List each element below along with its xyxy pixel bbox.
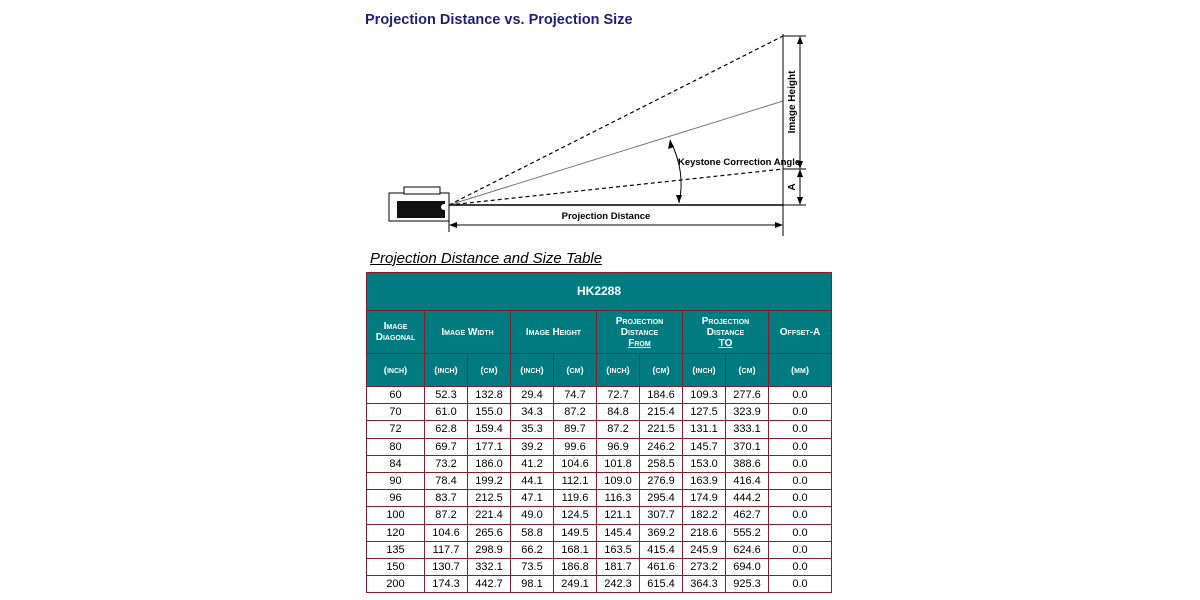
table-cell: 159.4 <box>468 421 511 438</box>
lower-ray-line <box>449 169 783 205</box>
table-row <box>367 387 832 404</box>
table-cell: 186.0 <box>468 455 511 472</box>
table-cell: 100 <box>367 507 425 524</box>
table-cell: 276.9 <box>640 472 683 489</box>
table-row <box>367 576 832 593</box>
keystone-angle-arc <box>670 140 681 203</box>
table-cell: 245.9 <box>683 541 726 558</box>
offset-label: A <box>787 183 798 191</box>
header-height: Image Height <box>511 311 597 354</box>
table-cell: 369.2 <box>640 524 683 541</box>
table-cell: 131.1 <box>683 421 726 438</box>
table-cell: 332.1 <box>468 558 511 575</box>
table-cell: 0.0 <box>769 421 832 438</box>
projection-diagram <box>0 0 1200 245</box>
table-cell: 47.1 <box>511 490 554 507</box>
table-cell: 112.1 <box>554 472 597 489</box>
table-cell: 221.5 <box>640 421 683 438</box>
table-cell: 119.6 <box>554 490 597 507</box>
table-cell: 84 <box>367 455 425 472</box>
table-row <box>367 472 832 489</box>
table-row <box>367 404 832 421</box>
table-row <box>367 541 832 558</box>
table-cell: 0.0 <box>769 387 832 404</box>
table-cell: 83.7 <box>425 490 468 507</box>
table-cell: 96.9 <box>597 438 640 455</box>
header-distance-to: Projection Distance TO <box>683 311 769 354</box>
table-cell: 249.1 <box>554 576 597 593</box>
table-cell: 121.1 <box>597 507 640 524</box>
table-cell: 96 <box>367 490 425 507</box>
table-cell: 186.8 <box>554 558 597 575</box>
table-cell: 72 <box>367 421 425 438</box>
table-cell: 370.1 <box>726 438 769 455</box>
table-cell: 109.0 <box>597 472 640 489</box>
table-cell: 29.4 <box>511 387 554 404</box>
header-diagonal: Image Diagonal <box>367 311 425 354</box>
table-cell: 87.2 <box>425 507 468 524</box>
table-cell: 153.0 <box>683 455 726 472</box>
table-cell: 163.5 <box>597 541 640 558</box>
table-cell: 218.6 <box>683 524 726 541</box>
table-cell: 462.7 <box>726 507 769 524</box>
upper-ray-line <box>449 36 783 205</box>
projector-icon <box>389 187 449 221</box>
unit-cell: (inch) <box>597 354 640 387</box>
table-cell: 0.0 <box>769 558 832 575</box>
table-cell: 416.4 <box>726 472 769 489</box>
table-cell: 52.3 <box>425 387 468 404</box>
table-cell: 246.2 <box>640 438 683 455</box>
table-cell: 177.1 <box>468 438 511 455</box>
table-cell: 199.2 <box>468 472 511 489</box>
table-cell: 307.7 <box>640 507 683 524</box>
table-cell: 615.4 <box>640 576 683 593</box>
table-cell: 155.0 <box>468 404 511 421</box>
unit-cell: (inch) <box>425 354 468 387</box>
table-cell: 90 <box>367 472 425 489</box>
table-cell: 0.0 <box>769 576 832 593</box>
header-offset: Offset-A <box>769 311 832 354</box>
table-cell: 0.0 <box>769 455 832 472</box>
table-cell: 212.5 <box>468 490 511 507</box>
table-cell: 135 <box>367 541 425 558</box>
table-cell: 58.8 <box>511 524 554 541</box>
image-height-label: Image Height <box>787 70 798 134</box>
table-cell: 333.1 <box>726 421 769 438</box>
table-cell: 273.2 <box>683 558 726 575</box>
table-cell: 149.5 <box>554 524 597 541</box>
table-cell: 104.6 <box>425 524 468 541</box>
table-cell: 130.7 <box>425 558 468 575</box>
unit-cell: (cm) <box>468 354 511 387</box>
table-row <box>367 490 832 507</box>
table-cell: 168.1 <box>554 541 597 558</box>
table-cell: 0.0 <box>769 472 832 489</box>
table-cell: 127.5 <box>683 404 726 421</box>
table-title: Projection Distance and Size Table <box>370 250 603 267</box>
table-cell: 117.7 <box>425 541 468 558</box>
keystone-label: Keystone Correction Angle <box>678 157 801 168</box>
projection-table <box>366 272 832 593</box>
table-cell: 84.8 <box>597 404 640 421</box>
table-cell: 70 <box>367 404 425 421</box>
table-cell: 925.3 <box>726 576 769 593</box>
table-cell: 444.2 <box>726 490 769 507</box>
table-cell: 694.0 <box>726 558 769 575</box>
table-cell: 0.0 <box>769 524 832 541</box>
table-cell: 0.0 <box>769 404 832 421</box>
table-cell: 624.6 <box>726 541 769 558</box>
table-cell: 87.2 <box>554 404 597 421</box>
table-cell: 0.0 <box>769 541 832 558</box>
table-cell: 120 <box>367 524 425 541</box>
table-cell: 104.6 <box>554 455 597 472</box>
unit-cell: (mm) <box>769 354 832 387</box>
table-cell: 34.3 <box>511 404 554 421</box>
table-cell: 0.0 <box>769 438 832 455</box>
header-distance-from: Projection Distance From <box>597 311 683 354</box>
table-row <box>367 507 832 524</box>
table-cell: 442.7 <box>468 576 511 593</box>
table-cell: 39.2 <box>511 438 554 455</box>
table-cell: 74.7 <box>554 387 597 404</box>
table-cell: 124.5 <box>554 507 597 524</box>
table-cell: 87.2 <box>597 421 640 438</box>
table-cell: 323.9 <box>726 404 769 421</box>
table-cell: 72.7 <box>597 387 640 404</box>
table-cell: 99.6 <box>554 438 597 455</box>
table-cell: 174.9 <box>683 490 726 507</box>
table-cell: 265.6 <box>468 524 511 541</box>
table-cell: 73.5 <box>511 558 554 575</box>
table-cell: 461.6 <box>640 558 683 575</box>
table-cell: 78.4 <box>425 472 468 489</box>
table-cell: 101.8 <box>597 455 640 472</box>
table-cell: 277.6 <box>726 387 769 404</box>
table-cell: 145.7 <box>683 438 726 455</box>
table-cell: 0.0 <box>769 507 832 524</box>
table-cell: 35.3 <box>511 421 554 438</box>
table-cell: 295.4 <box>640 490 683 507</box>
table-cell: 364.3 <box>683 576 726 593</box>
table-row <box>367 558 832 575</box>
unit-cell: (inch) <box>683 354 726 387</box>
table-cell: 150 <box>367 558 425 575</box>
table-cell: 298.9 <box>468 541 511 558</box>
table-cell: 49.0 <box>511 507 554 524</box>
table-cell: 109.3 <box>683 387 726 404</box>
distance-label: Projection Distance <box>561 211 651 222</box>
unit-cell: (cm) <box>640 354 683 387</box>
model-name: HK2288 <box>367 273 832 311</box>
header-width: Image Width <box>425 311 511 354</box>
table-cell: 60 <box>367 387 425 404</box>
table-cell: 44.1 <box>511 472 554 489</box>
table-cell: 98.1 <box>511 576 554 593</box>
table-row <box>367 421 832 438</box>
table-cell: 182.2 <box>683 507 726 524</box>
table-row <box>367 455 832 472</box>
table-cell: 184.6 <box>640 387 683 404</box>
unit-cell: (inch) <box>511 354 554 387</box>
table-cell: 89.7 <box>554 421 597 438</box>
page-title: Projection Distance vs. Projection Size <box>365 12 633 28</box>
table-cell: 242.3 <box>597 576 640 593</box>
table-cell: 73.2 <box>425 455 468 472</box>
table-cell: 62.8 <box>425 421 468 438</box>
table-cell: 200 <box>367 576 425 593</box>
table-cell: 80 <box>367 438 425 455</box>
table-cell: 69.7 <box>425 438 468 455</box>
unit-cell: (cm) <box>726 354 769 387</box>
table-row <box>367 524 832 541</box>
unit-cell: (inch) <box>367 354 425 387</box>
table-cell: 0.0 <box>769 490 832 507</box>
table-cell: 215.4 <box>640 404 683 421</box>
table-cell: 415.4 <box>640 541 683 558</box>
table-cell: 221.4 <box>468 507 511 524</box>
table-cell: 66.2 <box>511 541 554 558</box>
table-cell: 388.6 <box>726 455 769 472</box>
table-cell: 41.2 <box>511 455 554 472</box>
table-cell: 555.2 <box>726 524 769 541</box>
unit-cell: (cm) <box>554 354 597 387</box>
table-cell: 116.3 <box>597 490 640 507</box>
table-row <box>367 438 832 455</box>
table-cell: 258.5 <box>640 455 683 472</box>
table-cell: 181.7 <box>597 558 640 575</box>
table-cell: 174.3 <box>425 576 468 593</box>
keystone-line <box>449 101 783 205</box>
table-cell: 61.0 <box>425 404 468 421</box>
table-cell: 145.4 <box>597 524 640 541</box>
table-cell: 132.8 <box>468 387 511 404</box>
table-cell: 163.9 <box>683 472 726 489</box>
